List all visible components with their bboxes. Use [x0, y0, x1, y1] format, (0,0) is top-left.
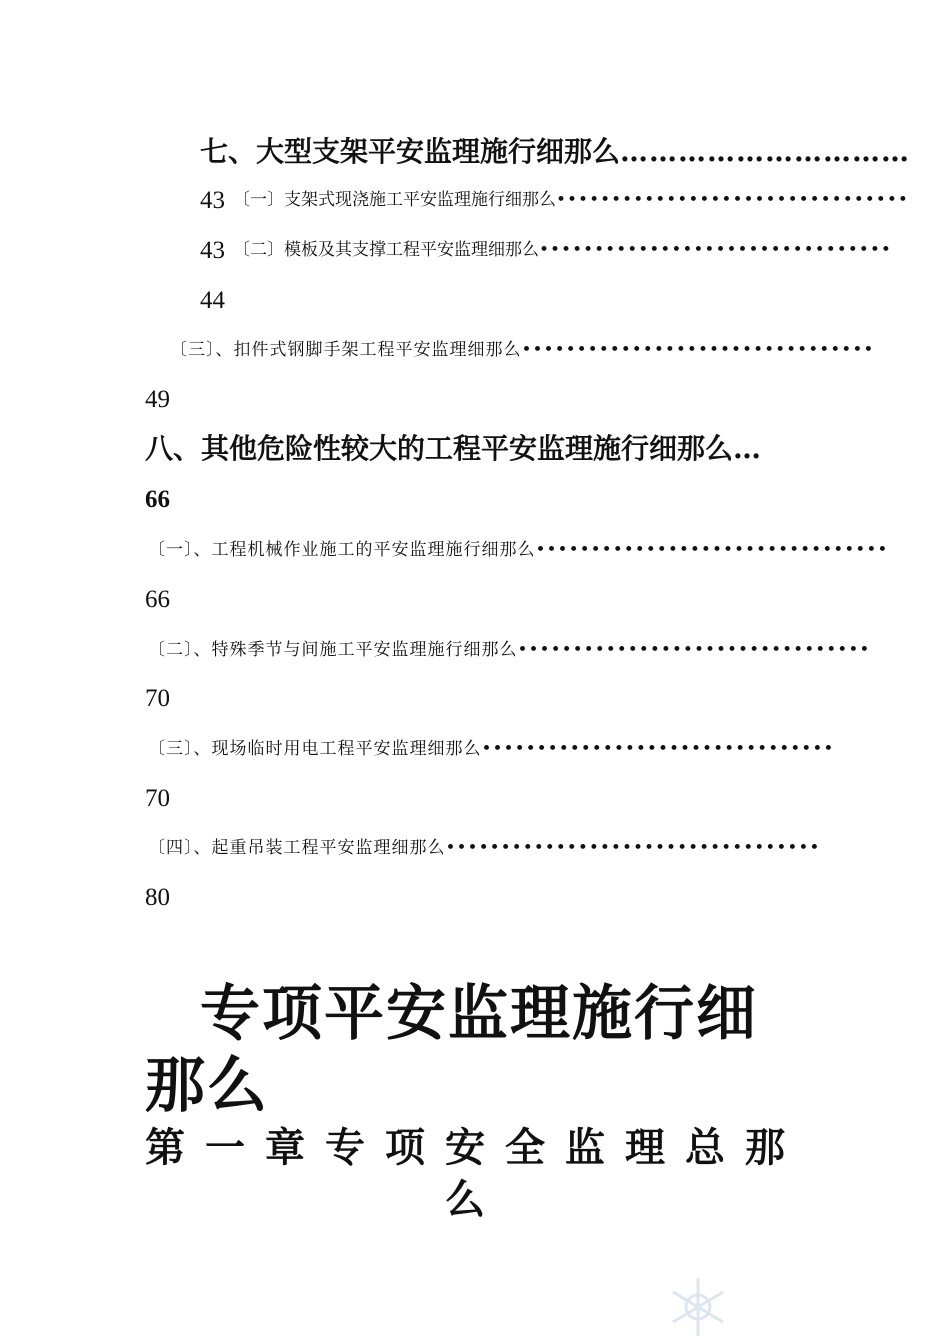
toc-entry-eight-3 [148, 736, 835, 762]
toc-entry-seven-1 [233, 187, 909, 213]
toc-leader: •••••••••••••••••••••••••••••••••• [445, 838, 821, 858]
toc-entry-eight-1 [148, 537, 889, 563]
toc-entry-title: 〔四〕、起重吊装工程平安监理细那么 [148, 838, 446, 858]
toc-entry-title: 〔一〕、工程机械作业施工的平安监理施行细那么 [148, 540, 536, 560]
toc-page-number: 44 [200, 287, 225, 314]
toc-entry-seven-3 [170, 337, 875, 363]
toc-entry-title: 八、其他危险性较大的工程平安监理施行细那么 [145, 432, 734, 465]
toc-page-number: 70 [145, 685, 170, 712]
toc-leader: •••••••••••••••••••••••••••••••• [521, 340, 875, 360]
document-title: 专项平安监理施行细那么 [145, 979, 758, 1121]
toc-entry-seven [200, 134, 911, 170]
toc-leader: •••••••••••••••••••••••••••••••• [517, 640, 871, 660]
toc-entry-title: 〔二〕、特殊季节与间施工平安监理施行细那么 [148, 640, 518, 660]
toc-leader: •••••••••••••••••••••••••••••••• [481, 739, 835, 759]
toc-entry-title: 七、大型支架平安监理施行细那么 [200, 135, 621, 168]
toc-leader: •••••••••••••••••••••••••••••••• [556, 190, 909, 210]
toc-leader: … [733, 432, 763, 465]
snowflake-watermark-icon [663, 1272, 733, 1342]
toc-page-number: 80 [145, 884, 170, 911]
toc-page-number: 43 [200, 237, 225, 264]
toc-page-number: 66 [145, 586, 170, 613]
toc-entry-eight-4 [148, 835, 821, 861]
toc-entry-eight-2 [148, 637, 871, 663]
toc-page-number: 49 [145, 386, 170, 413]
toc-entry-eight [145, 431, 805, 467]
toc-entry-title: 〔三〕、扣件式钢脚手架工程平安监理细那么 [170, 340, 522, 360]
toc-leader: •••••••••••••••••••••••••••••••• [539, 240, 892, 260]
toc-page-number: 70 [145, 785, 170, 812]
toc-entry-title: 〔一〕支架式现浇施工平安监理施行细那么 [233, 190, 556, 210]
chapter-heading: 第一章专项安全监理总那么 [145, 1124, 805, 1223]
toc-entry-title: 〔三〕、现场临时用电工程平安监理细那么 [148, 739, 482, 759]
toc-page-number: 43 [200, 187, 225, 214]
toc-leader: •••••••••••••••••••••••••••••••• [535, 540, 889, 560]
toc-leader: ………………………… [620, 135, 911, 168]
toc-page-number: 66 [145, 486, 170, 513]
toc-entry-title: 〔二〕模板及其支撑工程平安监理细那么 [233, 240, 539, 260]
toc-entry-seven-2 [233, 237, 892, 263]
